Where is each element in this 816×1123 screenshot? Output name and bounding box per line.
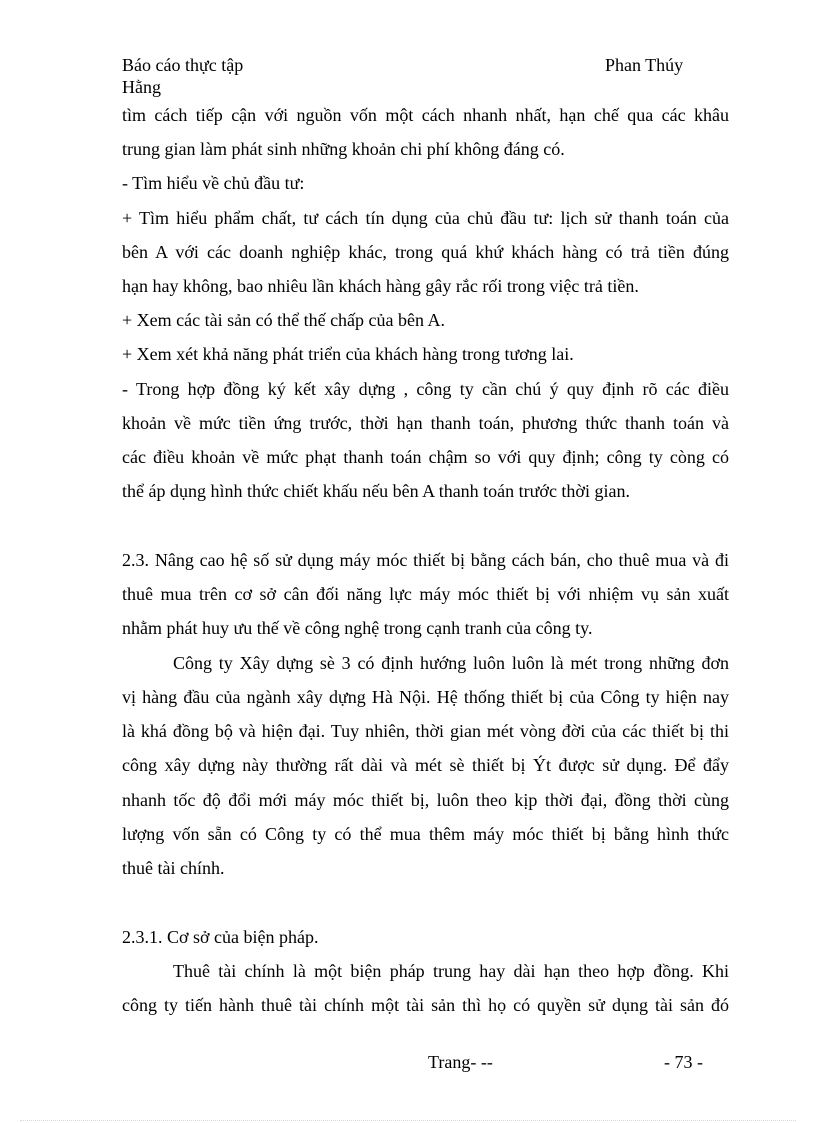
body-line: tìm cách tiếp cận với nguồn vốn một cách nhanh nhất, hạn chế qua các khâu	[122, 105, 729, 125]
subsection-heading: 2.3.1. Cơ sở của biện pháp.	[122, 927, 319, 947]
body-line: hạn hay không, bao nhiêu lần khách hàng gây rắc rối trong việc trả tiền.	[122, 276, 639, 296]
body-line: vị hàng đầu của ngành xây dựng Hà Nội. Hệ thống thiết bị của Công ty hiện nay	[122, 687, 729, 707]
footer-page-label: Trang- --	[428, 1052, 493, 1072]
body-line: trung gian làm phát sinh những khoản chi phí không đáng có.	[122, 139, 565, 159]
body-line: công ty tiến hành thuê tài chính một tài sản thì họ có quyền sử dụng tài sản đó	[122, 995, 729, 1015]
body-line: - Tìm hiểu về chủ đầu tư:	[122, 173, 305, 193]
page-bottom-divider	[20, 1120, 796, 1121]
section-heading-line: nhằm phát huy ưu thế về công nghệ trong cạnh tranh của công ty.	[122, 618, 593, 638]
footer-page-number: - 73 -	[664, 1052, 703, 1072]
body-line: + Tìm hiểu phẩm chất, tư cách tín dụng của chủ đầu tư: lịch sử thanh toán của	[122, 208, 729, 228]
body-line: + Xem các tài sản có thể thế chấp của bên A.	[122, 310, 446, 330]
body-line: Thuê tài chính là một biện pháp trung hay dài hạn theo hợp đồng. Khi	[173, 961, 729, 981]
section-heading-line: 2.3. Nâng cao hệ số sử dụng máy móc thiết bị bằng cách bán, cho thuê mua và đi	[122, 550, 729, 570]
body-line: là khá đồng bộ và hiện đại. Tuy nhiên, thời gian mét vòng đời của các thiết bị thi	[122, 721, 729, 741]
header-author: Phan Thúy	[605, 55, 684, 75]
body-line: nhanh tốc độ đổi mới máy móc thiết bị, luôn theo kịp thời đại, đồng thời cùng	[122, 790, 729, 810]
header-author-wrap: Hằng	[122, 77, 161, 97]
body-line: lượng vốn sẵn có Công ty có thể mua thêm máy móc thiết bị bằng hình thức	[122, 824, 729, 844]
body-line: + Xem xét khả năng phát triển của khách hàng trong tương lai.	[122, 344, 574, 364]
body-line: thuê tài chính.	[122, 858, 225, 878]
body-line: - Trong hợp đồng ký kết xây dựng , công ty cần chú ý quy định rõ các điều	[122, 379, 729, 399]
header-report-title: Báo cáo thực tập	[122, 55, 244, 75]
body-line: thể áp dụng hình thức chiết khấu nếu bên A thanh toán trước thời gian.	[122, 481, 630, 501]
body-line: Công ty Xây dựng sè 3 có định hướng luôn luôn là mét trong những đơn	[173, 653, 729, 673]
section-heading-line: thuê mua trên cơ sở cân đối năng lực máy móc thiết bị với nhiệm vụ sản xuất	[122, 584, 729, 604]
body-line: các điều khoản về mức phạt thanh toán chậm so với quy định; công ty còng có	[122, 447, 729, 467]
body-line: công xây dựng này thường rất dài và mét sè thiết bị Ýt được sử dụng. Để đẩy	[122, 755, 729, 775]
body-line: khoản về mức tiền ứng trước, thời hạn thanh toán, phương thức thanh toán và	[122, 413, 729, 433]
body-line: bên A với các doanh nghiệp khác, trong quá khứ khách hàng có trả tiền đúng	[122, 242, 729, 262]
